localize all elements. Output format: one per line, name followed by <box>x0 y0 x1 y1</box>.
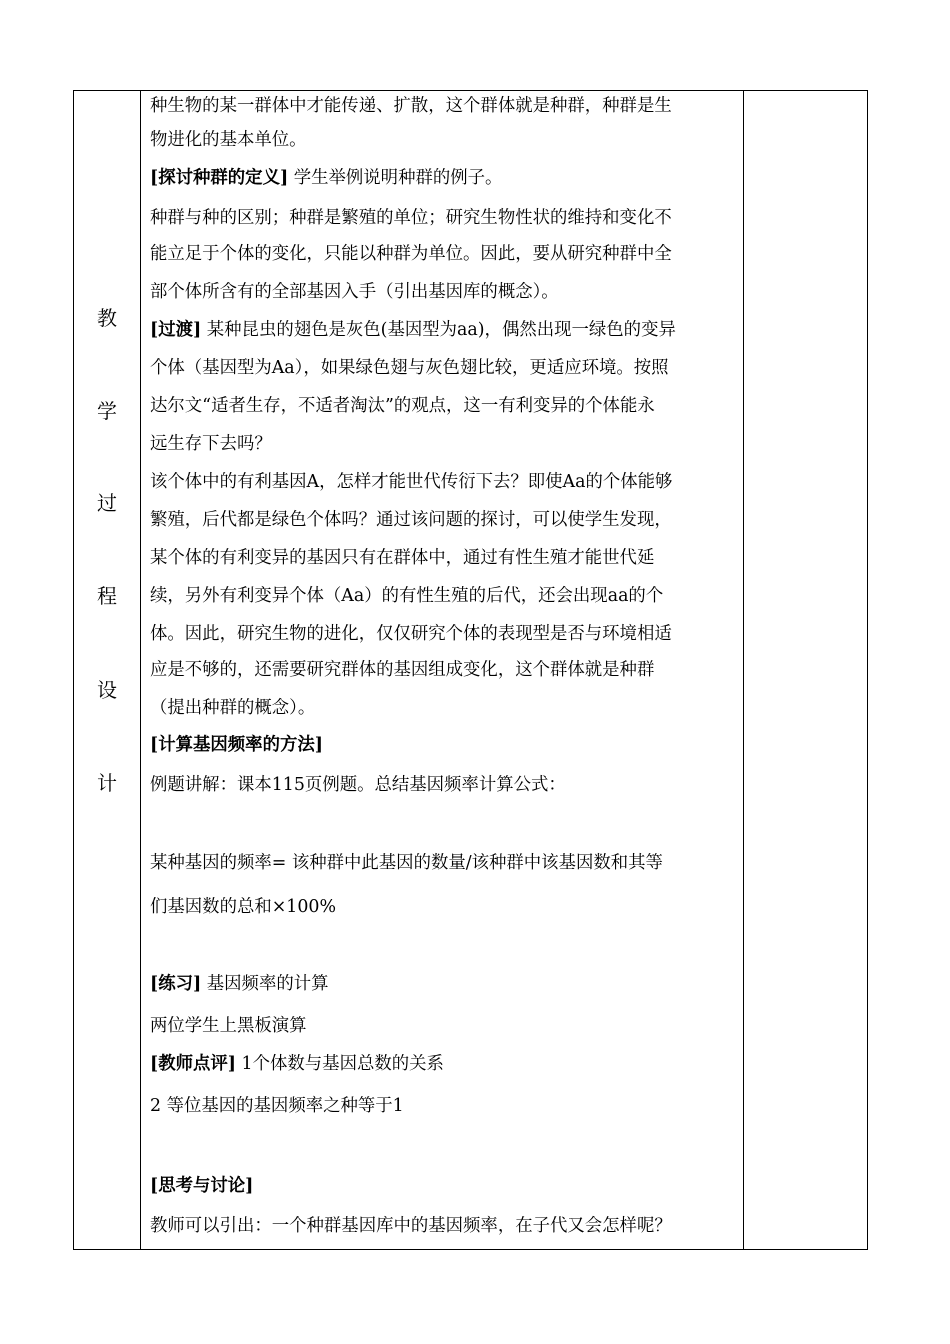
text-line: 某个体的有利变异的基因只有在群体中，通过有性生殖才能世代延 <box>150 548 655 568</box>
section-heading: [练习] <box>150 974 202 994</box>
section-heading: [探讨种群的定义] <box>150 168 289 188</box>
section-heading: [计算基因频率的方法] <box>150 735 323 755</box>
section-label-column <box>74 91 140 1249</box>
text-line: 教师可以引出：一个种群基因库中的基因频率，在子代又会怎样呢？ <box>150 1216 672 1236</box>
text-line: 体。因此，研究生物的进化，仅仅研究个体的表现型是否与环境相适 <box>150 624 672 644</box>
text-line: 两位学生上黑板演算 <box>150 1016 307 1036</box>
text-line: （提出种群的概念）。 <box>150 698 316 718</box>
column-divider <box>140 91 141 1249</box>
formula-line: 们基因数的总和×100% <box>150 897 337 917</box>
text-line: 续，另外有利变异个体（Aa）的有性生殖的后代，还会出现aa的个 <box>150 586 664 606</box>
text-line: 例题讲解：课本115页例题。总结基因频率计算公式： <box>150 775 566 795</box>
section-label-char: 教 <box>97 306 117 330</box>
section-heading: [过渡] <box>150 320 202 340</box>
text-line: 达尔文“适者生存，不适者淘汰”的观点，这一有利变异的个体能永 <box>150 396 655 416</box>
formula-line: 某种基因的频率= 该种群中此基因的数量/该种群中该基因数和其等 <box>150 853 663 873</box>
text-line <box>150 1174 253 1198</box>
text-line: [练习] 基因频率的计算 <box>150 974 329 994</box>
text-line: 远生存下去吗？ <box>150 434 272 454</box>
text-line: 能立足于个体的变化，只能以种群为单位。因此，要从研究种群中全 <box>150 244 672 264</box>
text-line: [教师点评] 1个体数与基因总数的关系 <box>150 1054 444 1074</box>
text-line: 繁殖，后代都是绿色个体吗？通过该问题的探讨，可以使学生发现， <box>150 510 672 530</box>
text-line: 部个体所含有的全部基因入手（引出基因库的概念）。 <box>150 282 559 302</box>
text-line: 种生物的某一群体中才能传递、扩散，这个群体就是种群，种群是生 <box>150 96 672 116</box>
text-line: 该个体中的有利基因A，怎样才能世代传衍下去？即使Aa的个体能够 <box>150 472 673 492</box>
section-heading: [思考与讨论] <box>150 1176 254 1196</box>
text-line: 应是不够的，还需要研究群体的基因组成变化，这个群体就是种群 <box>150 660 655 680</box>
text-line: 2 等位基因的基因频率之种等于1 <box>150 1096 404 1116</box>
text-line: 物进化的基本单位。 <box>150 130 307 150</box>
text-line: [探讨种群的定义] 学生举例说明种群的例子。 <box>150 168 503 188</box>
text-line: 种群与种的区别；种群是繁殖的单位；研究生物性状的维持和变化不 <box>150 208 672 228</box>
section-label-char: 设 <box>97 678 117 702</box>
text-line: 个体（基因型为Aa），如果绿色翅与灰色翅比较，更适应环境。按照 <box>150 358 669 378</box>
section-heading: [教师点评] <box>150 1054 237 1074</box>
section-label-char: 过 <box>97 491 117 515</box>
column-divider <box>743 91 744 1249</box>
section-label-char: 计 <box>97 771 117 795</box>
section-label-char: 学 <box>97 399 117 423</box>
section-label-char: 程 <box>97 584 117 608</box>
text-line: [过渡] 某种昆虫的翅色是灰色(基因型为aa)，偶然出现一绿色的变异 <box>150 320 676 340</box>
text-line <box>150 733 323 757</box>
